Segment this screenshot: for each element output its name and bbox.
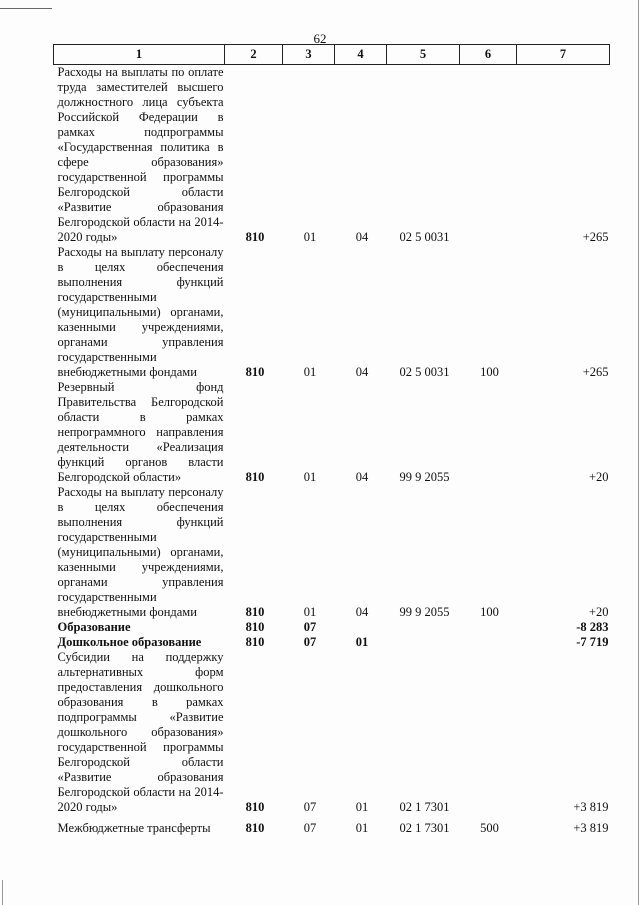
target-code: 99 9 2055 — [399, 605, 450, 619]
scan-artifact-edge — [2, 880, 3, 905]
section-code: 07 — [303, 635, 317, 649]
column-header: 7 — [517, 45, 610, 65]
target-code: 02 5 0031 — [399, 230, 450, 244]
table-header-row — [54, 45, 610, 65]
row-description: Резервный фонд Правительства Белгородской области в рамках непрограммного направления деятельности «Реализация функций органов власти Белгородской области» — [57, 380, 224, 484]
expense-type-code: 500 — [480, 821, 499, 835]
row-description: Расходы на выплаты по оплате труда заместителей высшего должностного лица субъекта Российской Федерации в рамках подпрограммы «Государственная политика в сфере образования» государственной программы Белгородской области «Развитие образования Белгородской области на 2014-2020 годы» — [57, 65, 224, 244]
row-description: Дошкольное образование — [57, 635, 202, 649]
subsection-code: 01 — [355, 800, 369, 814]
section-code: 01 — [303, 365, 317, 379]
table-row — [54, 620, 610, 635]
admin-code: 810 — [245, 635, 265, 649]
row-description: Образование — [57, 620, 131, 634]
page-number: 62 — [313, 31, 327, 46]
expense-type-code — [460, 635, 517, 650]
budget-table — [53, 44, 610, 836]
table-row — [54, 245, 610, 380]
target-code: 99 9 2055 — [399, 470, 450, 484]
table-row — [54, 65, 610, 246]
section-code: 07 — [303, 620, 317, 634]
column-header: 6 — [460, 45, 517, 65]
admin-code: 810 — [245, 470, 265, 484]
amount: +265 — [582, 230, 609, 244]
target-code: 02 1 7301 — [399, 821, 450, 835]
column-header: 4 — [335, 45, 387, 65]
column-header: 1 — [54, 45, 225, 65]
expense-type-code — [460, 620, 517, 635]
expense-type-code — [460, 380, 517, 485]
amount: -7 719 — [576, 635, 609, 649]
column-header: 5 — [387, 45, 460, 65]
expense-type-code — [460, 650, 517, 815]
amount: +3 819 — [573, 800, 609, 814]
subsection-code — [335, 620, 387, 635]
section-code: 01 — [303, 230, 317, 244]
admin-code: 810 — [245, 605, 265, 619]
scan-artifact-line — [0, 8, 52, 9]
section-code: 07 — [303, 800, 317, 814]
column-header: 2 — [225, 45, 283, 65]
subsection-code: 01 — [355, 821, 369, 835]
target-code: 02 5 0031 — [399, 365, 450, 379]
table-row — [54, 650, 610, 815]
table-row — [54, 635, 610, 650]
subsection-code: 01 — [355, 635, 369, 649]
admin-code: 810 — [245, 800, 265, 814]
amount: +20 — [588, 605, 609, 619]
subsection-code: 04 — [355, 230, 369, 244]
table-row — [54, 815, 610, 836]
admin-code: 810 — [245, 230, 265, 244]
section-code: 01 — [303, 470, 317, 484]
column-header: 3 — [283, 45, 335, 65]
scan-artifact-edge — [638, 0, 639, 905]
amount: +20 — [588, 470, 609, 484]
row-description: Субсидии на поддержку альтернативных форм предоставления дошкольного образования в рамках подпрограммы «Развитие дошкольного образования» государственной программы Белгородской области «Развитие образования Белгородской области на 2014-2020 годы» — [57, 650, 224, 814]
target-code: 02 1 7301 — [399, 800, 450, 814]
section-code: 01 — [303, 605, 317, 619]
expense-type-code — [460, 65, 517, 246]
subsection-code: 04 — [355, 470, 369, 484]
section-code: 07 — [303, 821, 317, 835]
table-row — [54, 485, 610, 620]
row-description: Расходы на выплату персоналу в целях обеспечения выполнения функций государственными (муниципальными) органами, казенными учреждениями, органами управления государственными внебюджетными фондами — [57, 245, 224, 379]
amount: +3 819 — [573, 821, 609, 835]
subsection-code: 04 — [355, 365, 369, 379]
row-description: Расходы на выплату персоналу в целях обеспечения выполнения функций государственными (муниципальными) органами, казенными учреждениями, органами управления государственными внебюджетными фондами — [57, 485, 224, 619]
target-code — [387, 635, 460, 650]
admin-code: 810 — [245, 821, 265, 835]
expense-type-code: 100 — [480, 365, 499, 379]
table-row — [54, 380, 610, 485]
target-code — [387, 620, 460, 635]
amount: +265 — [582, 365, 609, 379]
expense-type-code: 100 — [480, 605, 499, 619]
amount: -8 283 — [576, 620, 609, 634]
admin-code: 810 — [245, 620, 265, 634]
row-description: Межбюджетные трансферты — [57, 821, 211, 835]
admin-code: 810 — [245, 365, 265, 379]
subsection-code: 04 — [355, 605, 369, 619]
